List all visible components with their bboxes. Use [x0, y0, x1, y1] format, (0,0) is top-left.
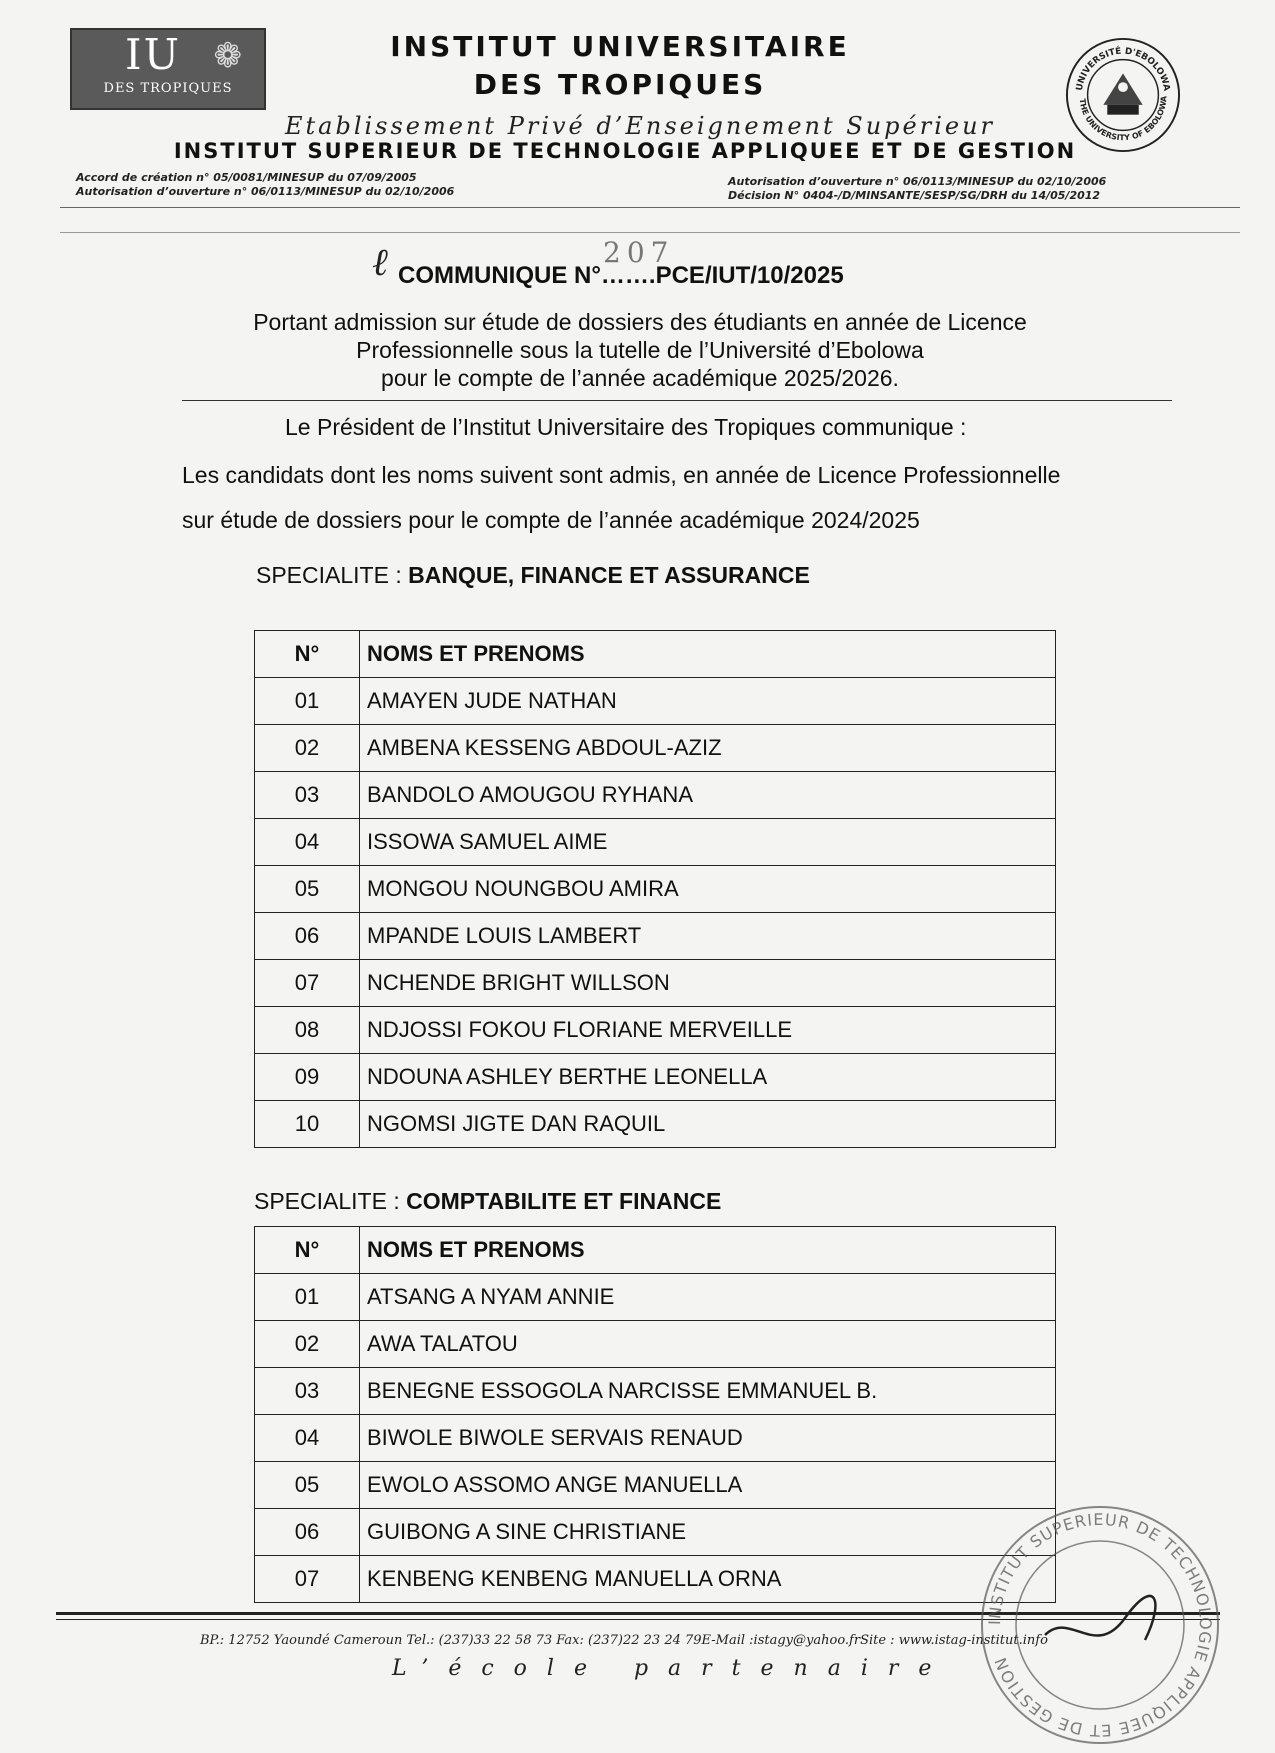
ref-right-1: Autorisation d’ouverture n° 06/0113/MINESUP du 02/10/2006: [728, 175, 1107, 188]
table-row: [255, 960, 1056, 1007]
row-number: 02: [255, 725, 360, 772]
table-row: [255, 1321, 1056, 1368]
seal-text-bottom: THE UNIVERSITY OF EBOLOWA: [1077, 95, 1169, 143]
row-number: 07: [255, 960, 360, 1007]
table-row: [255, 1101, 1056, 1148]
student-name: BANDOLO AMOUGOU RYHANA: [360, 772, 1056, 819]
row-number: 08: [255, 1007, 360, 1054]
table-body: [255, 678, 1056, 1148]
svg-text:INSTITUT SUPERIEUR DE TECHNOLO: [985, 1510, 1215, 1740]
footer-motto: L’école partenaire: [392, 1656, 952, 1681]
row-number: 06: [255, 1509, 360, 1556]
student-name: NDJOSSI FOKOU FLORIANE MERVEILLE: [360, 1007, 1056, 1054]
row-number: 01: [255, 678, 360, 725]
row-number: 04: [255, 1415, 360, 1462]
student-name: EWOLO ASSOMO ANGE MANUELLA: [360, 1462, 1056, 1509]
student-name: KENBENG KENBENG MANUELLA ORNA: [360, 1556, 1056, 1603]
table-row: [255, 1054, 1056, 1101]
title-line-1: INSTITUT UNIVERSITAIRE: [390, 30, 850, 63]
table-row: [255, 725, 1056, 772]
student-name: ATSANG A NYAM ANNIE: [360, 1274, 1056, 1321]
table-row: [255, 1509, 1056, 1556]
references-left: [76, 171, 454, 199]
student-name: NGOMSI JIGTE DAN RAQUIL: [360, 1101, 1056, 1148]
student-name: MONGOU NOUNGBOU AMIRA: [360, 866, 1056, 913]
university-seal: [1064, 36, 1182, 154]
title-line-2: DES TROPIQUES: [473, 68, 767, 101]
seal-text-top: UNIVERSITÉ D'EBOLOWA: [1074, 46, 1172, 92]
table-row: [255, 1556, 1056, 1603]
specialite-heading-2: [254, 1188, 721, 1215]
logo-main-text: IU: [125, 30, 181, 79]
col-header-names: NOMS ET PRENOMS: [360, 631, 1056, 678]
student-name: MPANDE LOUIS LAMBERT: [360, 913, 1056, 960]
row-number: 02: [255, 1321, 360, 1368]
institute-stamp: [975, 1500, 1225, 1750]
stamp-text: INSTITUT SUPERIEUR DE TECHNOLOGIE APPLIQUEE ET DE GESTION: [984, 1509, 1216, 1741]
specialite-name: COMPTABILITE ET FINANCE: [406, 1188, 722, 1214]
specialite-name: BANQUE, FINANCE ET ASSURANCE: [408, 562, 810, 588]
logo-sub-text: DES TROPIQUES: [103, 81, 233, 96]
table-row: [255, 913, 1056, 960]
student-name: AMAYEN JUDE NATHAN: [360, 678, 1056, 725]
subtitle-line-1: Portant admission sur étude de dossiers des étudiants en année de Licence: [253, 309, 1027, 335]
student-name: BIWOLE BIWOLE SERVAIS RENAUD: [360, 1415, 1056, 1462]
ref-left-1: Accord de création n° 05/0081/MINESUP du 07/09/2005: [76, 171, 417, 184]
table-row: [255, 1415, 1056, 1462]
row-number: 06: [255, 913, 360, 960]
admission-table-1: [254, 630, 1056, 1148]
table-row: [255, 1007, 1056, 1054]
table-row: [255, 1274, 1056, 1321]
col-header-num: N°: [255, 1227, 360, 1274]
specialite-label: SPECIALITE :: [256, 562, 409, 588]
table-body: [255, 1274, 1056, 1603]
row-number: 03: [255, 1368, 360, 1415]
header-divider: [60, 207, 1240, 208]
header-divider-2: [60, 232, 1240, 233]
specialite-label: SPECIALITE :: [254, 1188, 407, 1214]
row-number: 05: [255, 1462, 360, 1509]
row-number: 05: [255, 866, 360, 913]
references-right: [728, 175, 1106, 203]
row-number: 01: [255, 1274, 360, 1321]
ref-right-2: Décision N° 0404-/D/MINSANTE/SESP/SG/DRH du 14/05/2012: [728, 189, 1101, 202]
student-name: GUIBONG A SINE CHRISTIANE: [360, 1509, 1056, 1556]
table-row: [255, 772, 1056, 819]
communique-subtitle: [200, 308, 1080, 392]
institution-title: [270, 28, 970, 104]
table-row: [255, 678, 1056, 725]
institute-name: INSTITUT SUPERIEUR DE TECHNOLOGIE APPLIQUEE ET DE GESTION: [173, 139, 1077, 163]
communique-title: COMMUNIQUE N°…….PCE/IUT/10/2025: [398, 262, 844, 289]
row-number: 04: [255, 819, 360, 866]
specialite-heading-1: [256, 562, 810, 589]
table-header-row: [255, 631, 1056, 678]
establishment-subtitle: Etablissement Privé d’Enseignement Supérieur: [284, 112, 996, 140]
table-row: [255, 1368, 1056, 1415]
subtitle-line-2: Professionnelle sous la tutelle de l’Université d’Ebolowa: [356, 337, 924, 363]
row-number: 09: [255, 1054, 360, 1101]
table-row: [255, 819, 1056, 866]
body-text-line-1: Les candidats dont les noms suivent sont admis, en année de Licence Professionnelle: [182, 462, 1061, 488]
ref-left-2: Autorisation d’ouverture n° 06/0113/MINESUP du 02/10/2006: [76, 185, 455, 198]
flame-icon: ❁: [213, 37, 242, 75]
subtitle-divider: [182, 400, 1172, 401]
student-name: NCHENDE BRIGHT WILLSON: [360, 960, 1056, 1007]
iut-logo: [70, 28, 266, 110]
handwritten-initial: ℓ: [372, 240, 388, 284]
signature-mark: [1045, 1596, 1155, 1640]
admission-table-2: [254, 1226, 1056, 1603]
footer-address: BP.: 12752 Yaoundé Cameroun Tel.: (237)33 22 58 73 Fax: (237)22 23 24 79E-Mail :istagy@yahoo.frSite : www.istag-institut.info: [200, 1633, 1048, 1648]
row-number: 07: [255, 1556, 360, 1603]
subtitle-line-3: pour le compte de l’année académique 2025/2026.: [381, 365, 899, 391]
row-number: 10: [255, 1101, 360, 1148]
student-name: BENEGNE ESSOGOLA NARCISSE EMMANUEL B.: [360, 1368, 1056, 1415]
table-row: [255, 866, 1056, 913]
table-row: [255, 1462, 1056, 1509]
table-header-row: [255, 1227, 1056, 1274]
col-header-num: N°: [255, 631, 360, 678]
student-name: ISSOWA SAMUEL AIME: [360, 819, 1056, 866]
row-number: 03: [255, 772, 360, 819]
president-statement: Le Président de l’Institut Universitaire des Tropiques communique :: [285, 414, 967, 440]
student-name: AWA TALATOU: [360, 1321, 1056, 1368]
col-header-names: NOMS ET PRENOMS: [360, 1227, 1056, 1274]
student-name: AMBENA KESSENG ABDOUL-AZIZ: [360, 725, 1056, 772]
student-name: NDOUNA ASHLEY BERTHE LEONELLA: [360, 1054, 1056, 1101]
body-text-line-2: sur étude de dossiers pour le compte de l’année académique 2024/2025: [182, 507, 920, 533]
handwritten-number: 207: [603, 236, 675, 269]
